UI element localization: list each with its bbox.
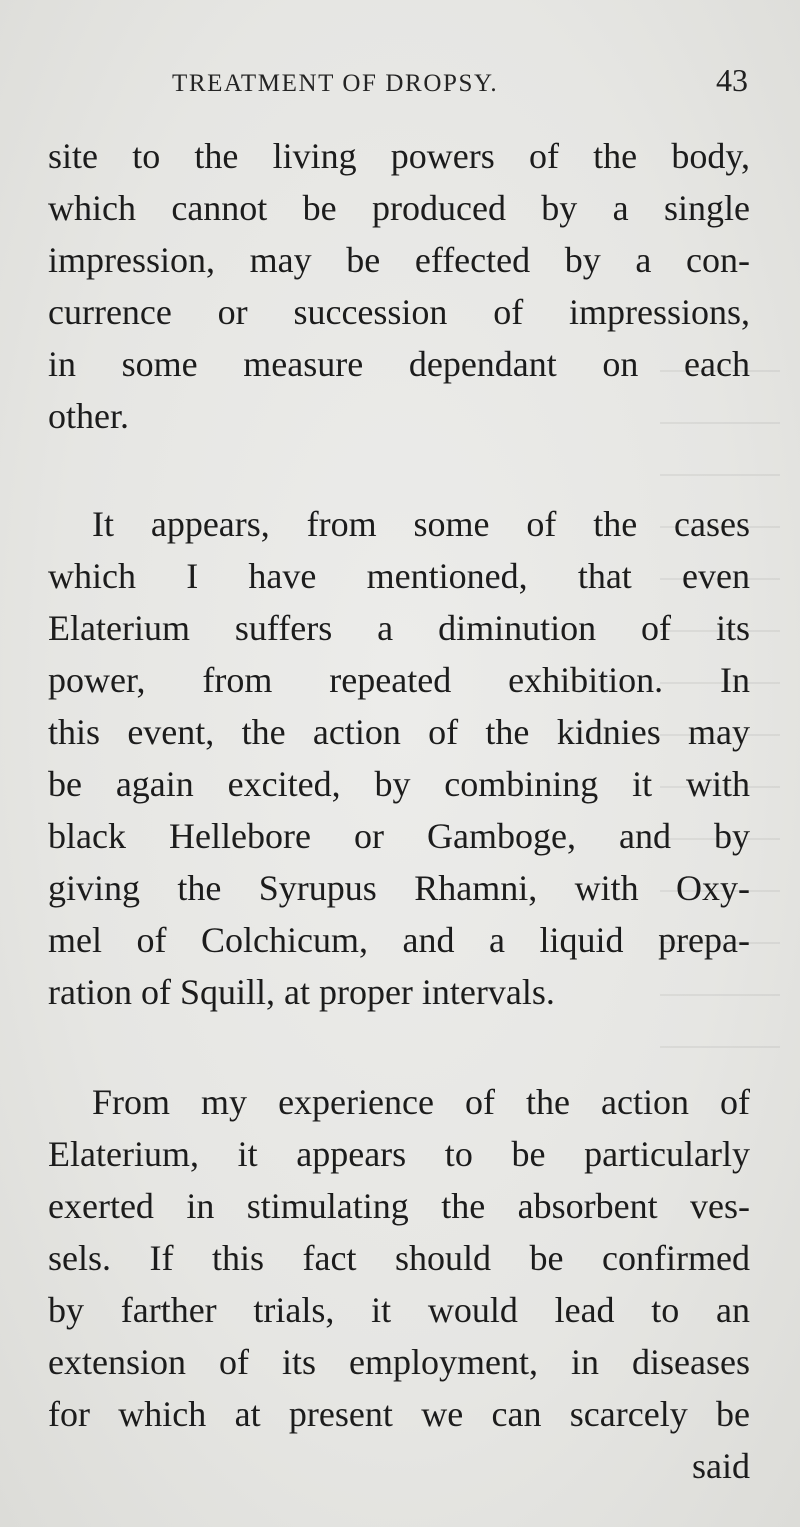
text-line: Elaterium suffers a diminution of its	[48, 608, 750, 648]
text-line: giving the Syrupus Rhamni, with Oxy-	[48, 868, 750, 908]
page-number: 43	[716, 62, 748, 98]
text-line: exerted in stimulating the absorbent ves-	[48, 1186, 750, 1226]
text-line: which I have mentioned, that even	[48, 556, 750, 596]
text-line: extension of its employment, in diseases	[48, 1342, 750, 1382]
paragraph-2	[48, 498, 750, 1018]
catchword: said	[692, 1446, 750, 1486]
text-line: currence or succession of impressions,	[48, 292, 750, 332]
paragraph-3	[48, 1076, 750, 1492]
text-line: site to the living powers of the body,	[48, 136, 750, 176]
text-line: this event, the action of the kidnies may	[48, 712, 750, 752]
text-line: black Hellebore or Gamboge, and by	[48, 816, 750, 856]
text-line: From my experience of the action of	[92, 1082, 750, 1122]
text-line: for which at present we can scarcely be	[48, 1394, 750, 1434]
text-line: by farther trials, it would lead to an	[48, 1290, 750, 1330]
page-header	[48, 62, 748, 106]
text-line: other.	[48, 396, 129, 436]
text-line: It appears, from some of the cases	[92, 504, 750, 544]
running-head: TREATMENT OF DROPSY.	[172, 70, 499, 97]
text-line: sels. If this fact should be confirmed	[48, 1238, 750, 1278]
text-line: impression, may be effected by a con-	[48, 240, 750, 280]
text-line: in some measure dependant on each	[48, 344, 750, 384]
text-line: power, from repeated exhibition. In	[48, 660, 750, 700]
text-line: which cannot be produced by a single	[48, 188, 750, 228]
text-line: mel of Colchicum, and a liquid prepa-	[48, 920, 750, 960]
text-line: Elaterium, it appears to be particularly	[48, 1134, 750, 1174]
text-line: ration of Squill, at proper intervals.	[48, 972, 555, 1012]
text-line: be again excited, by combining it with	[48, 764, 750, 804]
paragraph-1	[48, 130, 750, 442]
